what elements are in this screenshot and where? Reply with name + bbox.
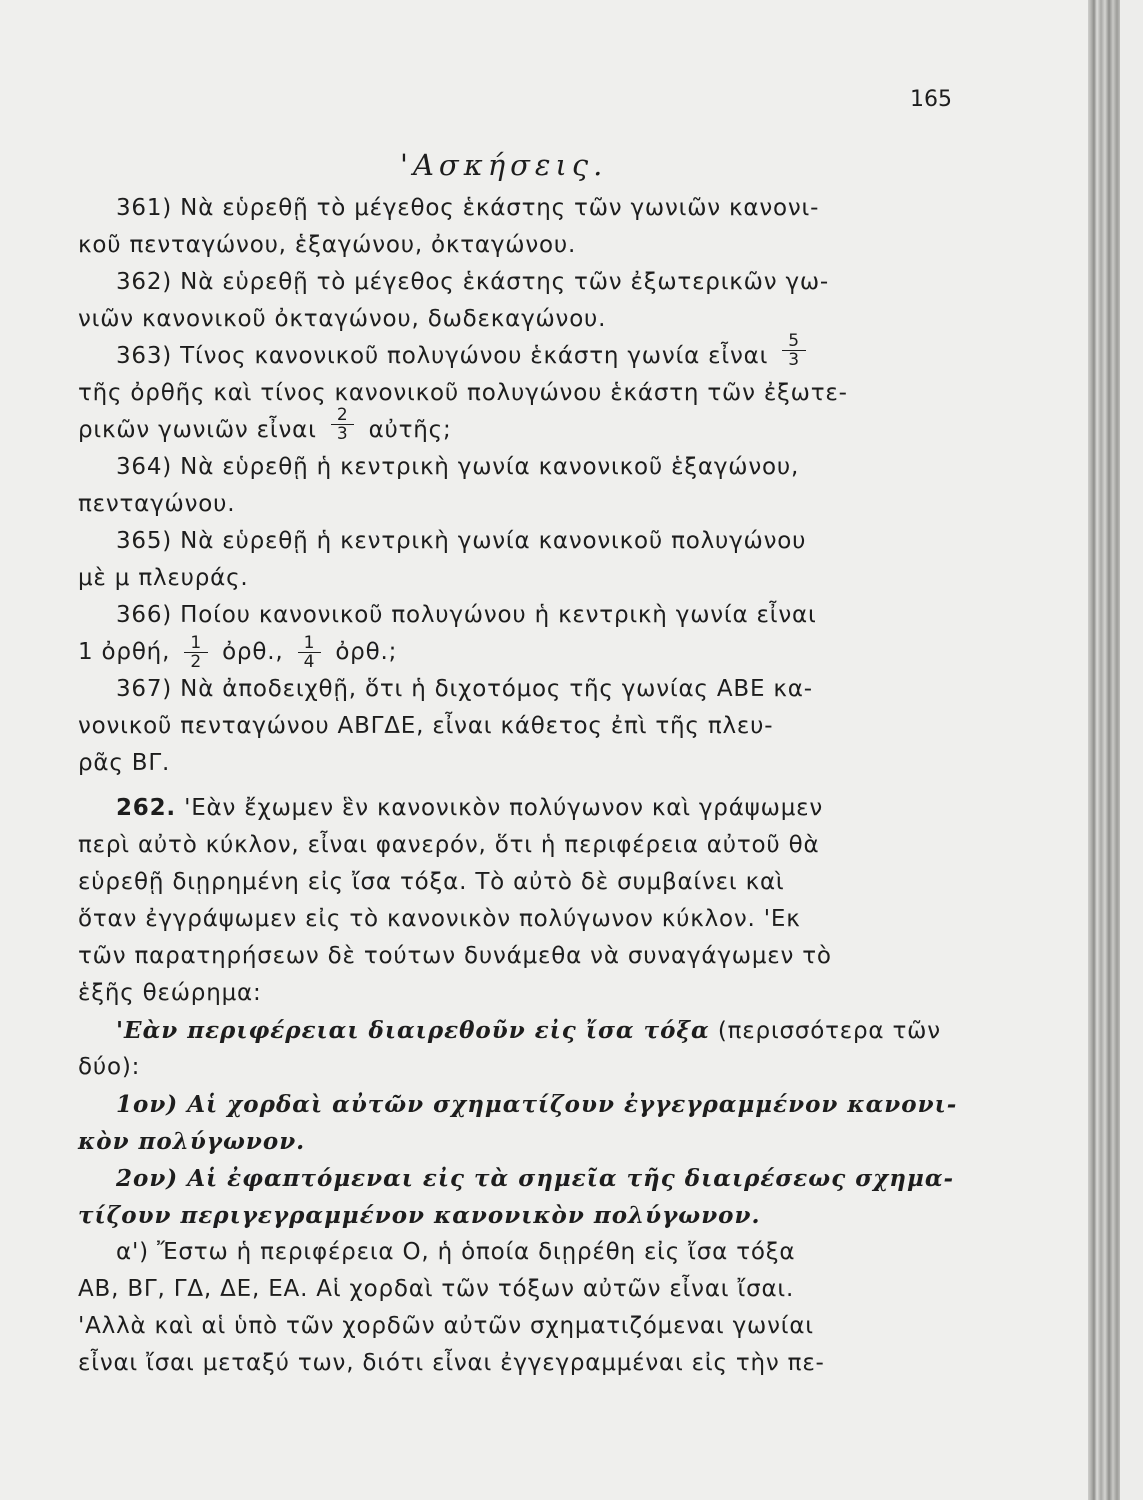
theorem-item-2-line-2: τίζουν περιγεγραμμένον κανονικὸν πολύγωνον. bbox=[78, 1202, 761, 1229]
exercise-367-line-2: νονικοῦ πενταγώνου ΑΒΓΔΕ, εἶναι κάθετος ἐπὶ τῆς πλευ- bbox=[78, 713, 774, 739]
exercise-363-text-1: 363) Τίνος κανονικοῦ πολυγώνου ἑκάστη γωνία εἶναι bbox=[116, 343, 769, 369]
fraction-denominator: 4 bbox=[303, 651, 316, 672]
theorem-line-1 bbox=[78, 1012, 962, 1049]
page-body bbox=[78, 190, 962, 1382]
fraction-numerator: 1 bbox=[298, 635, 322, 653]
fraction-5-3 bbox=[782, 330, 806, 370]
section-262-text-1: 'Εὰν ἔχωμεν ἓν κανονικὸν πολύγωνον καὶ γράψωμεν bbox=[184, 795, 824, 821]
theorem-item-2-line-1: 2ον) Αἱ ἐφαπτόμεναι εἰς τὰ σημεῖα τῆς διαιρέσεως σχημα- bbox=[116, 1165, 955, 1192]
proof-line-1: α') Ἔστω ἡ περιφέρεια Ο, ἡ ὁποία διῃρέθη εἰς ἴσα τόξα bbox=[116, 1239, 796, 1265]
exercise-366-text-2c: ὀρθ.; bbox=[335, 639, 398, 665]
exercise-367-line-3: ρᾶς ΒΓ. bbox=[78, 750, 171, 776]
proof-line-2: ΑΒ, ΒΓ, ΓΔ, ΔΕ, ΕΑ. Αἱ χορδαὶ τῶν τόξων αὐτῶν εἶναι ἴσαι. bbox=[78, 1276, 795, 1302]
section-262-line-3: εὑρεθῇ διῃρημένη εἰς ἴσα τόξα. Τὸ αὐτὸ δὲ συμβαίνει καὶ bbox=[78, 869, 785, 895]
exercise-364-line-1: 364) Νὰ εὑρεθῇ ἡ κεντρικὴ γωνία κανονικοῦ ἑξαγώνου, bbox=[116, 454, 800, 480]
section-262-line-1 bbox=[78, 790, 962, 827]
exercise-365-line-1: 365) Νὰ εὑρεθῇ ἡ κεντρικὴ γωνία κανονικοῦ πολυγώνου bbox=[116, 528, 807, 554]
section-title: 'Ασκήσεις. bbox=[400, 148, 608, 182]
exercise-361-line-2: κοῦ πενταγώνου, ἑξαγώνου, ὀκταγώνου. bbox=[78, 232, 577, 258]
section-262-line-2: περὶ αὐτὸ κύκλον, εἶναι φανερόν, ὅτι ἡ περιφέρεια αὐτοῦ θὰ bbox=[78, 832, 820, 858]
exercise-366-text-2b: ὀρθ., bbox=[222, 639, 284, 665]
exercise-366-line-1: 366) Ποίου κανονικοῦ πολυγώνου ἡ κεντρικὴ γωνία εἶναι bbox=[116, 602, 817, 628]
theorem-item-1-line-2: κὸν πολύγωνον. bbox=[78, 1128, 306, 1155]
fraction-numerator: 5 bbox=[782, 333, 806, 351]
fraction-denominator: 2 bbox=[190, 651, 202, 672]
exercise-363-text-3a: ρικῶν γωνιῶν εἶναι bbox=[78, 417, 317, 443]
exercise-362-line-2: νιῶν κανονικοῦ ὀκταγώνου, δωδεκαγώνου. bbox=[78, 306, 607, 332]
theorem-statement: 'Εὰν περιφέρειαι διαιρεθοῦν εἰς ἴσα τόξα bbox=[116, 1017, 710, 1044]
section-262-line-5: τῶν παρατηρήσεων δὲ τούτων δυνάμεθα νὰ συναγάγωμεν τὸ bbox=[78, 943, 832, 969]
section-262-line-4: ὅταν ἐγγράψωμεν εἰς τὸ κανονικὸν πολύγωνον κύκλον. 'Εκ bbox=[78, 906, 801, 932]
page-edge bbox=[1088, 0, 1120, 1500]
theorem-qualifier: (περισσότερα τῶν bbox=[717, 1018, 941, 1044]
proof-line-3: 'Αλλὰ καὶ αἱ ὑπὸ τῶν χορδῶν αὐτῶν σχηματιζόμεναι γωνίαι bbox=[78, 1313, 814, 1339]
proof-line-4: εἶναι ἴσαι μεταξύ των, διότι εἶναι ἐγγεγραμμέναι εἰς τὴν πε- bbox=[78, 1350, 825, 1376]
fraction-1-2 bbox=[184, 632, 208, 672]
exercise-362-line-1: 362) Νὰ εὑρεθῇ τὸ μέγεθος ἑκάστης τῶν ἐξωτερικῶν γω- bbox=[116, 269, 830, 295]
theorem-line-2: δύο): bbox=[78, 1054, 141, 1080]
section-262-line-6: ἑξῆς θεώρημα: bbox=[78, 980, 262, 1006]
exercise-363-text-3b: αὐτῆς; bbox=[368, 417, 452, 443]
exercise-366-text-2a: 1 ὀρθή, bbox=[78, 639, 171, 665]
page-number: 165 bbox=[910, 87, 952, 112]
exercise-365-line-2: μὲ μ πλευράς. bbox=[78, 565, 249, 591]
exercise-363-line-2: τῆς ὀρθῆς καὶ τίνος κανονικοῦ πολυγώνου ἑκάστη τῶν ἐξωτε- bbox=[78, 380, 848, 406]
fraction-numerator: 1 bbox=[184, 635, 208, 653]
fraction-denominator: 3 bbox=[788, 349, 800, 370]
fraction-2-3 bbox=[331, 404, 355, 444]
fraction-denominator: 3 bbox=[336, 423, 349, 444]
fraction-numerator: 2 bbox=[331, 407, 355, 425]
exercise-363-line-3 bbox=[78, 404, 962, 449]
exercise-364-line-2: πενταγώνου. bbox=[78, 491, 236, 517]
exercise-361-line-1: 361) Νὰ εὑρεθῇ τὸ μέγεθος ἑκάστης τῶν γωνιῶν κανονι- bbox=[116, 195, 820, 221]
fraction-1-4 bbox=[298, 632, 322, 672]
theorem-item-1-line-1: 1ον) Αἱ χορδαὶ αὐτῶν σχηματίζουν ἐγγεγραμμένον κανονι- bbox=[116, 1091, 958, 1118]
exercise-363-line-1 bbox=[78, 330, 962, 375]
section-number: 262. bbox=[116, 795, 176, 821]
exercise-366-line-2 bbox=[78, 634, 962, 671]
exercise-367-line-1: 367) Νὰ ἀποδειχθῇ, ὅτι ἡ διχοτόμος τῆς γωνίας ΑΒΕ κα- bbox=[116, 676, 813, 702]
